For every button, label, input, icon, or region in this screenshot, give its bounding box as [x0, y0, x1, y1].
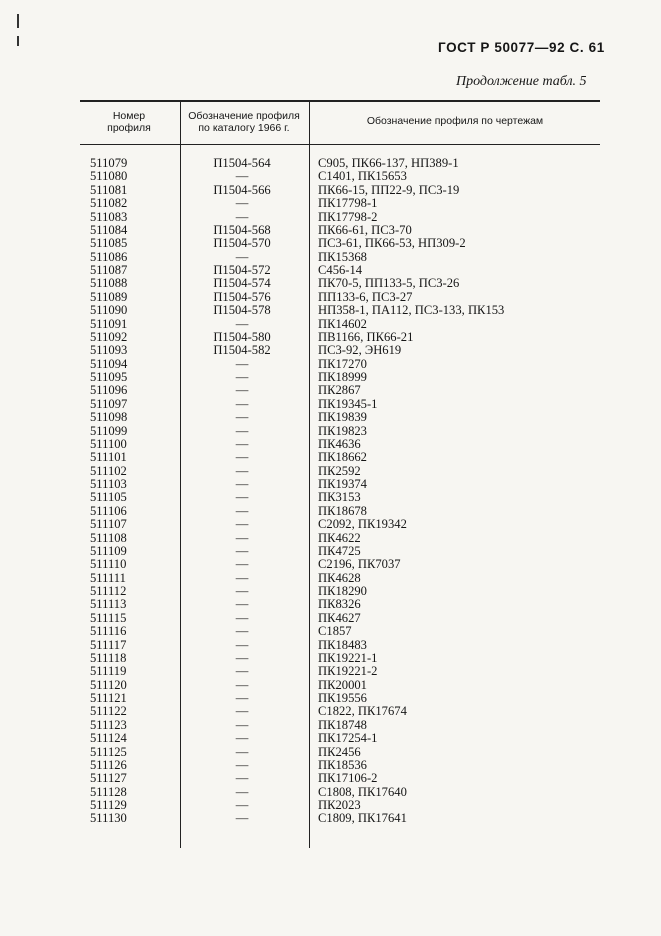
row-catalog-designation: — [235, 637, 249, 652]
table-header-rule [80, 144, 600, 145]
row-number: 511094 [90, 356, 128, 371]
row-drawing-designations: ПК18678 [318, 503, 367, 518]
row-catalog-designation: — [235, 463, 249, 478]
table-row [80, 518, 600, 531]
row-catalog-designation: — [235, 169, 249, 184]
row-drawing-designations: ПК15368 [318, 249, 367, 264]
table-row [80, 786, 600, 799]
row-number: 511103 [90, 477, 127, 491]
row-catalog-designation: П1504-572 [213, 263, 271, 277]
row-number: 511106 [90, 503, 127, 518]
row-drawing-designations: ПК19374 [318, 477, 367, 491]
row-drawing-designations: ПК18290 [318, 584, 367, 598]
table-row [80, 665, 600, 678]
row-drawing-designations: С1808, ПК17640 [318, 784, 407, 799]
row-catalog-designation: П1504-568 [213, 222, 271, 237]
row-drawing-designations: ПС3-92, ЭН619 [318, 343, 402, 358]
row-catalog-designation: П1504-578 [213, 303, 271, 318]
row-number: 511122 [90, 704, 127, 719]
margin-mark-second [17, 36, 19, 46]
row-number: 511111 [90, 570, 126, 585]
row-number: 511096 [90, 383, 128, 398]
row-catalog-designation: П1504-574 [213, 276, 271, 291]
row-drawing-designations: ПК8326 [318, 597, 361, 612]
table-row [80, 478, 600, 491]
table-row [80, 505, 600, 518]
table-row [80, 625, 600, 638]
table-row [80, 532, 600, 545]
row-catalog-designation: П1504-576 [213, 289, 271, 304]
row-catalog-designation: — [235, 811, 249, 826]
row-catalog-designation: — [235, 584, 249, 598]
row-catalog-designation: — [235, 370, 249, 384]
row-catalog-designation: — [235, 396, 249, 411]
row-catalog-designation: — [235, 383, 249, 398]
row-number: 511099 [90, 423, 128, 438]
table-row [80, 612, 600, 625]
row-catalog-designation: — [235, 249, 249, 264]
row-drawing-designations: С1857 [318, 624, 352, 639]
row-drawing-designations: ПК2867 [318, 383, 361, 398]
row-catalog-designation: — [235, 704, 249, 719]
row-catalog-designation: — [235, 650, 249, 665]
table-row [80, 184, 600, 197]
row-number: 511124 [90, 731, 127, 746]
row-number: 511091 [90, 316, 128, 331]
row-catalog-designation: — [235, 209, 249, 224]
row-number: 511127 [90, 771, 127, 786]
row-drawing-designations: ПК4627 [318, 610, 361, 625]
row-number: 511128 [90, 784, 127, 799]
row-drawing-designations: ПК4725 [318, 543, 361, 558]
table-row [80, 692, 600, 705]
row-catalog-designation: П1504-566 [213, 182, 271, 197]
column-header-catalog: Обозначение профиля по каталогу 1966 г. [188, 110, 300, 134]
row-catalog-designation: — [235, 744, 249, 759]
table-row [80, 157, 600, 170]
column-header-number: Номер профиля [107, 110, 151, 134]
table-row [80, 545, 600, 558]
row-number: 511105 [90, 490, 127, 505]
row-number: 511119 [90, 664, 127, 679]
row-drawing-designations: ПК19839 [318, 410, 367, 425]
table-row [80, 411, 600, 424]
row-catalog-designation: — [235, 798, 249, 812]
row-number: 511116 [90, 624, 127, 639]
row-drawing-designations: ПК17106-2 [318, 771, 378, 786]
table-row [80, 211, 600, 224]
row-number: 511113 [90, 597, 127, 612]
row-drawing-designations: НП358-1, ПА112, ПС3-133, ПК153 [318, 303, 505, 318]
row-catalog-designation: П1504-580 [213, 329, 271, 344]
row-drawing-designations: ПК19345-1 [318, 396, 378, 411]
row-catalog-designation: — [235, 677, 249, 692]
row-catalog-designation: — [235, 543, 249, 558]
table-body [80, 157, 600, 826]
table-row [80, 705, 600, 718]
table-row [80, 291, 600, 304]
row-catalog-designation: — [235, 624, 249, 639]
row-drawing-designations: С2196, ПК7037 [318, 557, 401, 572]
margin-mark-top [17, 14, 19, 28]
row-drawing-designations: С2092, ПК19342 [318, 517, 407, 532]
row-drawing-designations: ПК18483 [318, 637, 367, 652]
table-row [80, 639, 600, 652]
row-drawing-designations: ПК2592 [318, 463, 361, 478]
row-number: 511089 [90, 289, 128, 304]
table-row [80, 719, 600, 732]
row-number: 511110 [90, 557, 127, 572]
row-catalog-designation: — [235, 731, 249, 746]
table-row [80, 371, 600, 384]
row-drawing-designations: ПК18999 [318, 370, 367, 384]
row-catalog-designation: — [235, 477, 249, 491]
row-number: 511092 [90, 329, 128, 344]
row-number: 511108 [90, 530, 127, 545]
table-row [80, 585, 600, 598]
row-drawing-designations: ПК19221-1 [318, 650, 378, 665]
table-row [80, 746, 600, 759]
row-number: 511126 [90, 757, 127, 772]
row-drawing-designations: ПК19221-2 [318, 664, 378, 679]
row-catalog-designation: П1504-570 [213, 236, 271, 251]
row-drawing-designations: С456-14 [318, 263, 363, 277]
row-drawing-designations: ПК17270 [318, 356, 367, 371]
column-header-drawings: Обозначение профиля по чертежам [366, 115, 544, 127]
row-number: 511084 [90, 222, 128, 237]
table-row [80, 732, 600, 745]
table-row [80, 491, 600, 504]
table-row [80, 224, 600, 237]
row-number: 511082 [90, 196, 128, 211]
row-number: 511081 [90, 182, 128, 197]
row-catalog-designation: — [235, 503, 249, 518]
row-drawing-designations: ПК70-5, ПП133-5, ПС3-26 [318, 276, 460, 291]
row-number: 511090 [90, 303, 128, 318]
table-row [80, 812, 600, 825]
page-header-standard: ГОСТ Р 50077—92 С. 61 [438, 40, 605, 55]
table-row [80, 652, 600, 665]
row-drawing-designations: ПК17254-1 [318, 731, 378, 746]
row-number: 511118 [90, 650, 127, 665]
row-catalog-designation: — [235, 757, 249, 772]
row-catalog-designation: — [235, 423, 249, 438]
row-drawing-designations: ПК14602 [318, 316, 367, 331]
row-drawing-designations: ПК18662 [318, 450, 367, 465]
row-number: 511086 [90, 249, 128, 264]
table-row [80, 358, 600, 371]
row-catalog-designation: — [235, 356, 249, 371]
table-row [80, 344, 600, 357]
table-row [80, 799, 600, 812]
table-row [80, 759, 600, 772]
row-drawing-designations: ПВ1166, ПК66-21 [318, 329, 414, 344]
row-drawing-designations: ПК4628 [318, 570, 361, 585]
row-drawing-designations: ПК18748 [318, 717, 367, 732]
row-drawing-designations: ПК66-15, ПП22-9, ПС3-19 [318, 182, 460, 197]
table-row [80, 251, 600, 264]
row-drawing-designations: С1809, ПК17641 [318, 811, 407, 826]
row-drawing-designations: ПК19823 [318, 423, 367, 438]
row-drawing-designations: С1401, ПК15653 [318, 169, 407, 184]
row-number: 511093 [90, 343, 128, 358]
row-number: 511112 [90, 584, 127, 598]
table-row [80, 318, 600, 331]
row-catalog-designation: — [235, 597, 249, 612]
row-drawing-designations: ПС3-61, ПК66-53, НП309-2 [318, 236, 466, 251]
row-number: 511098 [90, 410, 128, 425]
row-number: 511120 [90, 677, 127, 692]
row-drawing-designations: ПК17798-2 [318, 209, 378, 224]
table-row [80, 277, 600, 290]
row-number: 511129 [90, 798, 127, 812]
table-row [80, 598, 600, 611]
table-row [80, 558, 600, 571]
row-catalog-designation: — [235, 530, 249, 545]
table-row [80, 197, 600, 210]
table-row [80, 264, 600, 277]
row-drawing-designations: ПК4636 [318, 436, 361, 451]
table-continuation-label: Продолжение табл. 5 [456, 74, 587, 89]
row-drawing-designations: ПК3153 [318, 490, 361, 505]
table-row [80, 572, 600, 585]
row-drawing-designations: ПК2023 [318, 798, 361, 812]
row-catalog-designation: — [235, 784, 249, 799]
row-drawing-designations: ПП133-6, ПС3-27 [318, 289, 413, 304]
table-top-rule [80, 100, 600, 102]
row-drawing-designations: ПК20001 [318, 677, 367, 692]
row-catalog-designation: — [235, 450, 249, 465]
row-number: 511123 [90, 717, 127, 732]
row-number: 511087 [90, 263, 128, 277]
row-number: 511080 [90, 169, 128, 184]
row-drawing-designations: ПК18536 [318, 757, 367, 772]
row-catalog-designation: — [235, 517, 249, 532]
row-number: 511107 [90, 517, 127, 532]
row-catalog-designation: — [235, 410, 249, 425]
row-number: 511088 [90, 276, 128, 291]
table-row [80, 237, 600, 250]
table-row [80, 331, 600, 344]
table-row [80, 451, 600, 464]
row-catalog-designation: П1504-564 [213, 156, 271, 170]
row-number: 511095 [90, 370, 128, 384]
table-row [80, 384, 600, 397]
row-catalog-designation: — [235, 196, 249, 211]
row-catalog-designation: — [235, 717, 249, 732]
row-drawing-designations: ПК66-61, ПС3-70 [318, 222, 412, 237]
row-catalog-designation: — [235, 610, 249, 625]
row-drawing-designations: ПК17798-1 [318, 196, 378, 211]
row-catalog-designation: — [235, 490, 249, 505]
row-number: 511085 [90, 236, 128, 251]
row-number: 511079 [90, 156, 128, 170]
row-catalog-designation: — [235, 771, 249, 786]
row-catalog-designation: — [235, 664, 249, 679]
row-drawing-designations: С1822, ПК17674 [318, 704, 407, 719]
row-drawing-designations: ПК4622 [318, 530, 361, 545]
row-number: 511121 [90, 691, 127, 705]
row-number: 511125 [90, 744, 127, 759]
row-drawing-designations: ПК2456 [318, 744, 361, 759]
row-number: 511097 [90, 396, 128, 411]
row-number: 511083 [90, 209, 128, 224]
row-catalog-designation: — [235, 557, 249, 572]
row-catalog-designation: — [235, 316, 249, 331]
row-number: 511101 [90, 450, 127, 465]
table-row [80, 772, 600, 785]
row-drawing-designations: ПК19556 [318, 691, 367, 705]
table-row [80, 679, 600, 692]
table-row [80, 170, 600, 183]
table-row [80, 438, 600, 451]
table-row [80, 398, 600, 411]
row-catalog-designation: П1504-582 [213, 343, 271, 358]
row-number: 511130 [90, 811, 127, 826]
row-drawing-designations: С905, ПК66-137, НП389-1 [318, 156, 459, 170]
row-number: 511115 [90, 610, 127, 625]
row-number: 511100 [90, 436, 127, 451]
row-number: 511102 [90, 463, 127, 478]
row-catalog-designation: — [235, 436, 249, 451]
row-number: 511117 [90, 637, 127, 652]
row-catalog-designation: — [235, 691, 249, 705]
row-catalog-designation: — [235, 570, 249, 585]
table-row [80, 304, 600, 317]
table-row [80, 425, 600, 438]
table-row [80, 465, 600, 478]
row-number: 511109 [90, 543, 127, 558]
